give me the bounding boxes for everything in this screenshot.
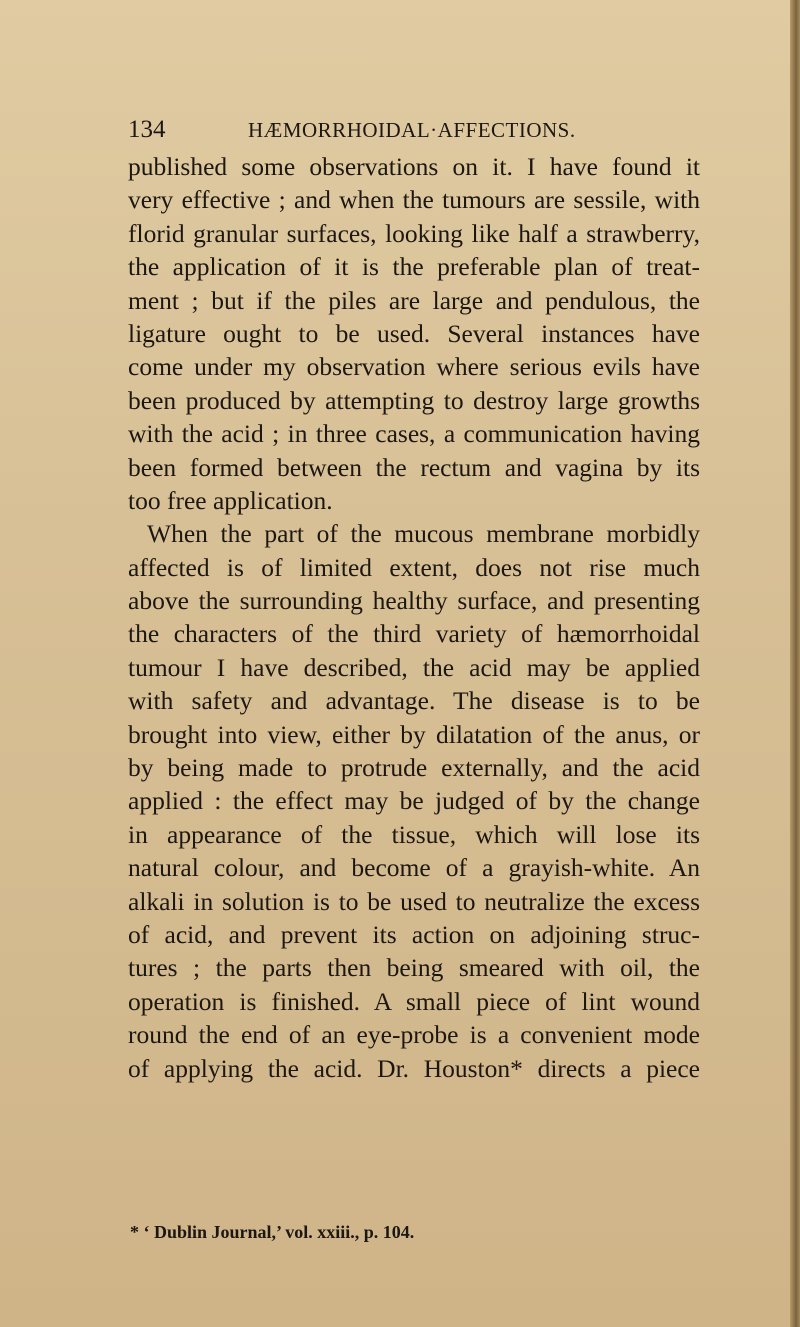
text-line: round the end of an eye-probe is a convenient mode — [128, 1020, 700, 1050]
footnote: * ‘ Dublin Journal,’ vol. xxiii., p. 104. — [130, 1222, 415, 1242]
text-line: the characters of the third variety of hæmorrhoidal — [128, 619, 700, 649]
body-text — [128, 150, 700, 1085]
text-line: of applying the acid. Dr. Houston* directs a piece — [128, 1053, 700, 1083]
text-line: ligature ought to be used. Several instances have — [128, 318, 700, 348]
text-line: florid granular surfaces, looking like half a strawberry, — [128, 218, 700, 248]
running-title: HÆMORRHOIDAL·AFFECTIONS. — [248, 118, 576, 142]
text-line: ment ; but if the piles are large and pendulous, the — [128, 285, 700, 315]
text-line: very effective ; and when the tumours are sessile, with — [128, 185, 700, 215]
text-line: published some observations on it. I have found it — [128, 152, 700, 181]
page-number: 134 — [128, 116, 166, 143]
text-line: of acid, and prevent its action on adjoining struc- — [128, 919, 700, 949]
text-line: been formed between the rectum and vagina by its — [128, 452, 700, 482]
text-line: natural colour, and become of a grayish-white. An — [128, 853, 700, 883]
text-line: too free application. — [128, 485, 333, 515]
text-line: with safety and advantage. The disease is to be — [128, 686, 700, 716]
text-line: When the part of the mucous membrane morbidly — [147, 519, 700, 549]
text-line: by being made to protrude externally, and the acid — [128, 753, 700, 783]
text-line: come under my observation where serious evils have — [128, 352, 700, 382]
text-line: tumour I have described, the acid may be applied — [128, 652, 700, 682]
text-line: operation is finished. A small piece of lint wound — [128, 986, 700, 1016]
text-line: brought into view, either by dilatation of the anus, or — [128, 719, 700, 749]
text-line: with the acid ; in three cases, a communication having — [128, 419, 700, 449]
text-line: applied : the effect may be judged of by the change — [128, 786, 700, 816]
text-line: tures ; the parts then being smeared with oil, the — [128, 953, 700, 983]
running-header — [128, 116, 700, 146]
text-line: above the surrounding healthy surface, and presenting — [128, 586, 700, 616]
page-edge — [790, 0, 800, 1327]
text-line: affected is of limited extent, does not rise much — [128, 552, 700, 582]
text-line: alkali in solution is to be used to neutralize the excess — [128, 886, 700, 916]
text-line: been produced by attempting to destroy large growths — [128, 385, 700, 415]
text-line: the application of it is the preferable plan of treat- — [128, 252, 700, 282]
text-line: in appearance of the tissue, which will lose its — [128, 819, 700, 849]
